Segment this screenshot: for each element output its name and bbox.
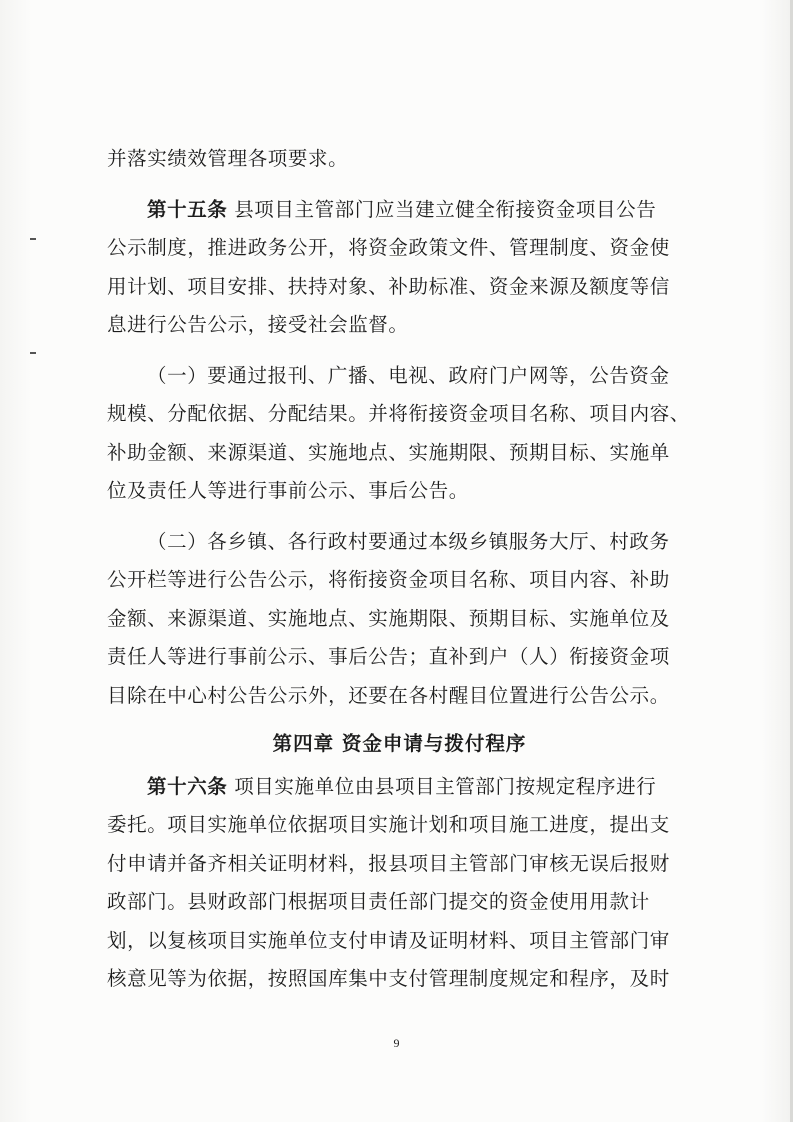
text-line: 息进行公告公示，接受社会监督。 <box>107 313 409 336</box>
article-16-first-line <box>107 768 692 807</box>
article-16-label: 第十六条 <box>147 774 228 798</box>
binder-hole-mark <box>30 238 36 240</box>
article-15-label: 第十五条 <box>147 197 228 221</box>
item-2-first-line: （二）各乡镇、各行政村要通过本级乡镇服务大厅、村政务 <box>147 529 670 553</box>
article-15-text: 县项目主管部门应当建立健全衔接资金项目公告 <box>227 197 657 221</box>
text-line: 用计划、项目安排、扶持对象、补助标准、资金来源及额度等信 <box>107 274 670 298</box>
text-line: 核意见等为依据，按照国库集中支付管理制度规定和程序，及时 <box>107 967 670 990</box>
text-line: 责任人等进行事前公示、事后公告；直补到户（人）衔接资金项 <box>107 645 670 668</box>
text-line: 规模、分配依据、分配结果。并将衔接资金项目名称、项目内容、 <box>107 402 690 425</box>
text-line: 目除在中心村公告公示外，还要在各村醒目位置进行公告公示。 <box>107 683 670 707</box>
text-line: 委托。项目实施单位依据项目实施计划和项目施工进度，提出支 <box>107 813 670 836</box>
text-line: 位及责任人等进行事前公示、事后公告。 <box>107 479 469 502</box>
article-16-text: 项目实施单位由县项目主管部门按规定程序进行 <box>227 774 657 798</box>
chapter-title: 第四章 资金申请与拨付程序 <box>272 732 527 755</box>
text-line: 政部门。县财政部门根据项目责任部门提交的资金使用用款计 <box>107 890 650 913</box>
text-line: 公示制度，推进政务公开，将资金政策文件、管理制度、资金使 <box>107 236 670 259</box>
page-number: 9 <box>393 1036 400 1050</box>
text-line: 补助金额、来源渠道、实施地点、实施期限、预期目标、实施单 <box>107 440 670 464</box>
binder-hole-mark <box>30 352 36 354</box>
text-line: 并落实绩效管理各项要求。 <box>107 147 349 170</box>
text-line: 划，以复核项目实施单位支付申请及证明材料、项目主管部门审 <box>107 928 670 952</box>
text-line: 公开栏等进行公告公示，将衔接资金项目名称、项目内容、补助 <box>107 568 670 591</box>
text-line: 金额、来源渠道、实施地点、实施期限、预期目标、实施单位及 <box>107 606 670 630</box>
document-body <box>107 140 692 999</box>
item-1-first-line: （一）要通过报刊、广播、电视、政府门户网等，公告资金 <box>147 363 670 387</box>
article-15-first-line <box>107 191 692 230</box>
text-line: 付申请并备齐相关证明材料，报县项目主管部门审核无误后报财 <box>107 851 670 875</box>
